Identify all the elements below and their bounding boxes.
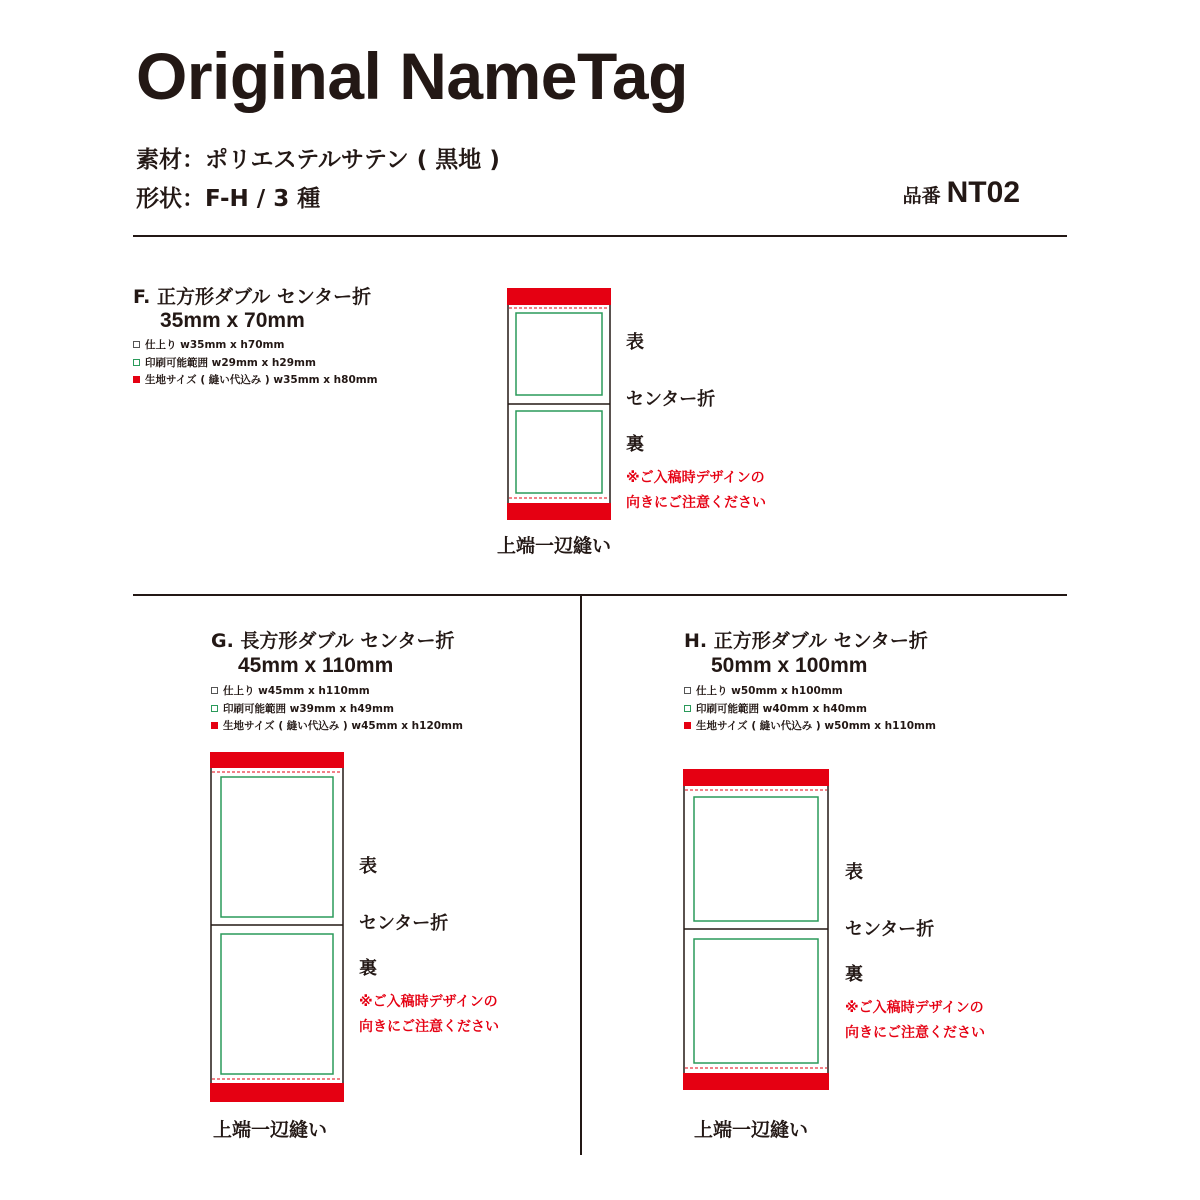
- green-square-icon: [133, 359, 140, 366]
- legend-printable: 印刷可能範囲 w29mm x h29mm: [133, 355, 378, 373]
- section-h-legend: [684, 683, 936, 736]
- seam-allowance-bottom: [210, 1083, 344, 1102]
- label-back: 裏: [845, 964, 863, 985]
- green-square-icon: [684, 705, 691, 712]
- label-center-fold: センター折: [845, 919, 935, 940]
- label-center-fold: センター折: [626, 389, 716, 410]
- red-square-icon: [684, 722, 691, 729]
- top-edge-sewn-label: 上端一辺縫い: [694, 1119, 809, 1141]
- product-number-label: 品番: [902, 185, 941, 207]
- white-square-icon: [133, 341, 140, 348]
- label-front: 表: [626, 332, 644, 353]
- label-center-fold: センター折: [359, 913, 449, 934]
- section-h-title: H. 正方形ダブル センター折: [684, 630, 928, 652]
- tag-diagram-g: [210, 752, 344, 1102]
- legend-finished: 仕上り w45mm x h110mm: [211, 683, 463, 701]
- seam-allowance-top: [683, 769, 829, 786]
- label-front: 表: [359, 856, 377, 877]
- red-square-icon: [211, 722, 218, 729]
- shape-spec: 形状：F-H / 3 種: [136, 186, 321, 212]
- legend-printable: 印刷可能範囲 w40mm x h40mm: [684, 701, 936, 719]
- seam-allowance-bottom: [683, 1073, 829, 1090]
- section-h-size: 50mm x 100mm: [711, 654, 868, 677]
- tag-diagram-h: [683, 769, 829, 1090]
- label-back: 裏: [626, 434, 644, 455]
- top-edge-sewn-label: 上端一辺縫い: [497, 535, 612, 557]
- orientation-note: ※ご入稿時デザインの 向きにご注意ください: [359, 994, 499, 1035]
- section-divider: [133, 594, 1067, 596]
- section-f-title: F. 正方形ダブル センター折: [133, 286, 372, 308]
- section-g-size: 45mm x 110mm: [238, 654, 394, 677]
- white-square-icon: [684, 687, 691, 694]
- product-number-value: NT02: [946, 176, 1020, 209]
- orientation-note: ※ご入稿時デザインの 向きにご注意ください: [845, 1000, 985, 1041]
- product-number: [903, 176, 1020, 210]
- seam-allowance-top: [507, 288, 611, 305]
- seam-allowance-bottom: [507, 503, 611, 520]
- section-f-legend: [133, 337, 378, 390]
- material-spec: 素材：ポリエステルサテン ( 黒地 ): [136, 147, 500, 173]
- section-f-size: 35mm x 70mm: [160, 309, 305, 332]
- seam-allowance-top: [210, 752, 344, 768]
- page-title: Original NameTag: [136, 39, 688, 113]
- legend-fabric: 生地サイズ ( 縫い代込み ) w35mm x h80mm: [133, 372, 378, 390]
- column-divider: [580, 596, 582, 1155]
- header-divider: [133, 235, 1067, 237]
- legend-printable: 印刷可能範囲 w39mm x h49mm: [211, 701, 463, 719]
- orientation-note: ※ご入稿時デザインの 向きにご注意ください: [626, 470, 766, 511]
- legend-finished: 仕上り w35mm x h70mm: [133, 337, 378, 355]
- section-g-legend: [211, 683, 463, 736]
- green-square-icon: [211, 705, 218, 712]
- label-back: 裏: [359, 958, 377, 979]
- white-square-icon: [211, 687, 218, 694]
- label-front: 表: [845, 862, 863, 883]
- legend-finished: 仕上り w50mm x h100mm: [684, 683, 936, 701]
- legend-fabric: 生地サイズ ( 縫い代込み ) w45mm x h120mm: [211, 718, 463, 736]
- top-edge-sewn-label: 上端一辺縫い: [213, 1119, 328, 1141]
- red-square-icon: [133, 376, 140, 383]
- tag-diagram-f: [507, 288, 611, 520]
- finished-outline: [211, 753, 343, 1101]
- section-g-title: G. 長方形ダブル センター折: [211, 630, 455, 652]
- legend-fabric: 生地サイズ ( 縫い代込み ) w50mm x h110mm: [684, 718, 936, 736]
